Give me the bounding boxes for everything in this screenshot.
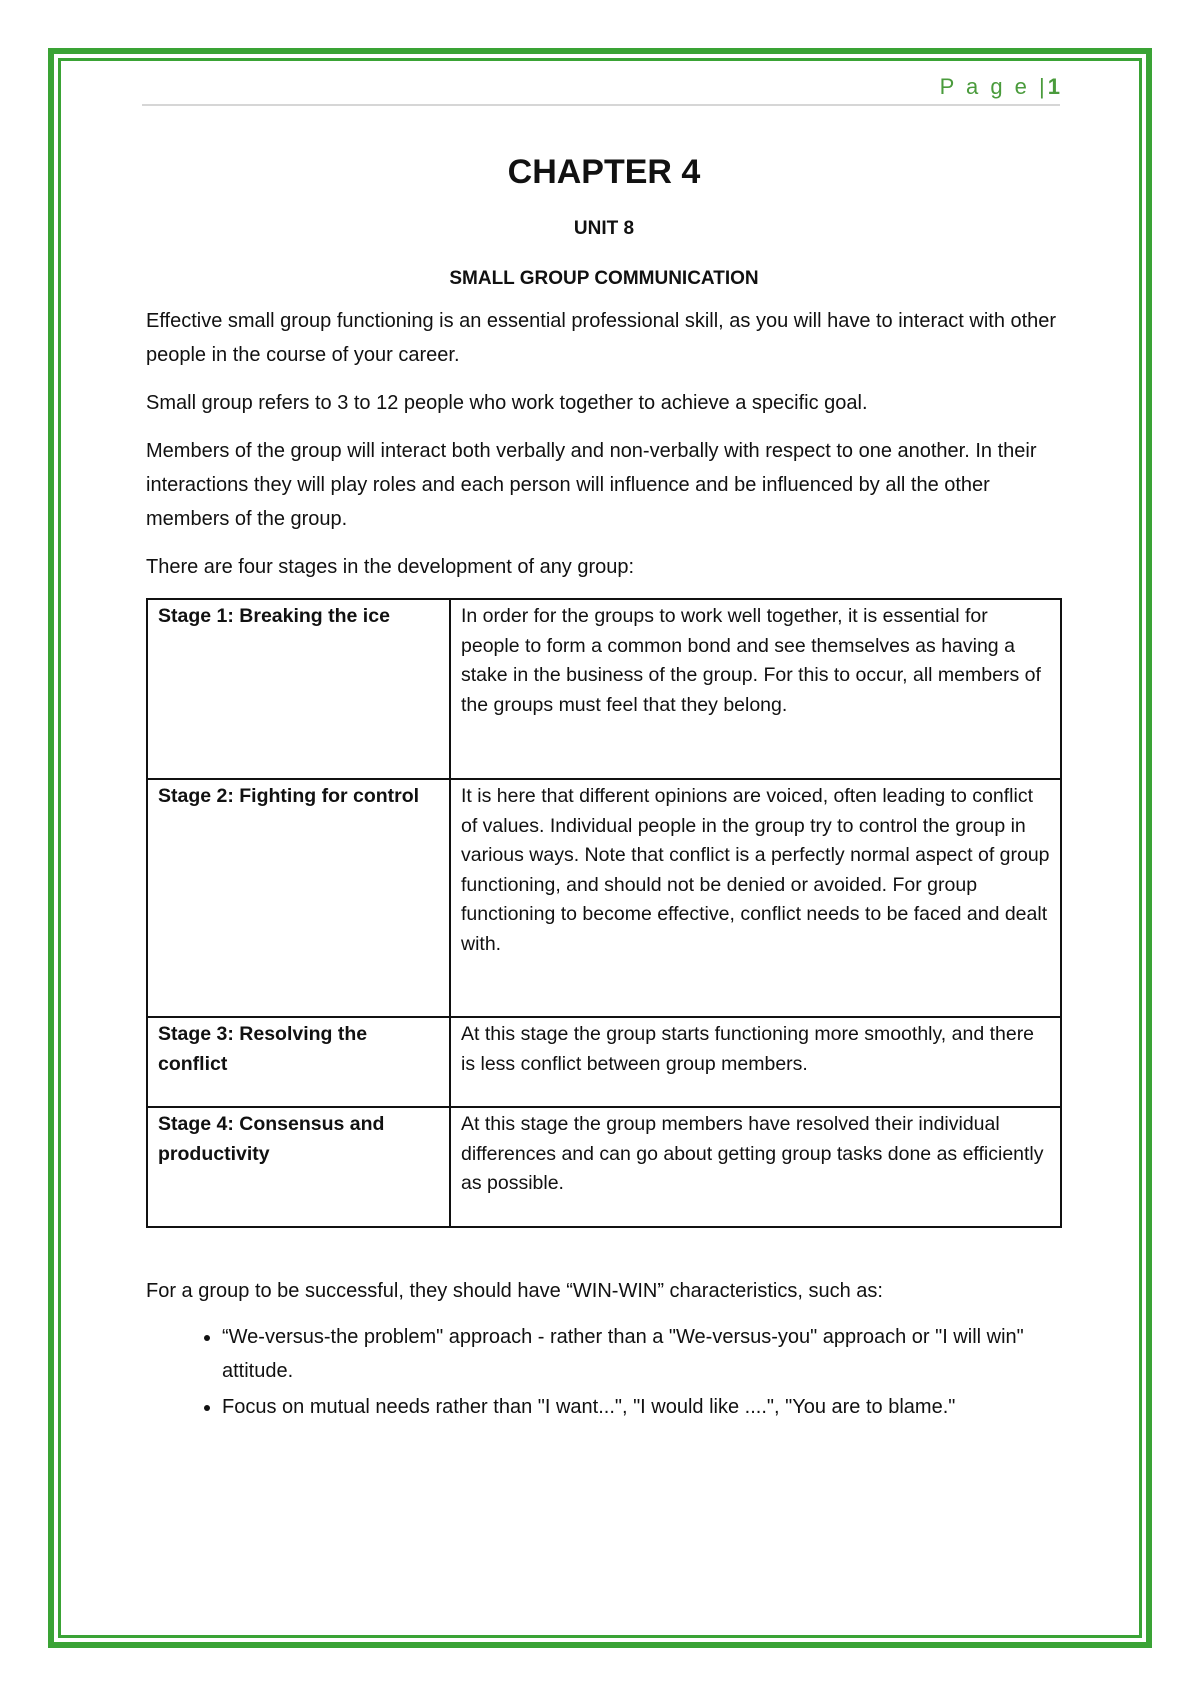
page-number: 1: [1047, 74, 1060, 99]
page-separator: |: [1039, 74, 1048, 99]
interaction-paragraph: Members of the group will interact both verbally and non-verbally with respect to one another. In their interactions they will play roles and each person will influence and be influenced by all the other members of the group.: [146, 440, 1037, 530]
page-header: [142, 72, 1060, 106]
unit-title: UNIT 8: [573, 218, 635, 239]
stage-description-cell: It is here that different opinions are voiced, often leading to conflict of values. Individual people in the group try to control the group in various ways. Note that conflict is a perfectly normal aspect of group functioning, and should not be denied or avoided. For group functioning to become effective, conflict needs to be faced and dealt with.: [450, 779, 1061, 1017]
page-label-text: P a g e: [939, 74, 1030, 99]
stage-title-cell: Stage 1: Breaking the ice: [147, 599, 450, 779]
stage-description-cell: At this stage the group starts functioning more smoothly, and there is less conflict between group members.: [450, 1017, 1061, 1107]
stage-title-cell: Stage 2: Fighting for control: [147, 779, 450, 1017]
list-item: • “We-versus-the problem" approach - rather than a "We-versus-you" approach or "I will win" attitude.: [222, 1320, 1062, 1388]
stages-intro-paragraph: There are four stages in the development of any group:: [146, 556, 635, 578]
chapter-title: CHAPTER 4: [507, 153, 701, 191]
page-number-label: [940, 74, 1060, 100]
list-item: • Focus on mutual needs rather than "I want...", "I would like ....", "You are to blame.": [222, 1390, 1062, 1424]
win-win-intro-paragraph: For a group to be successful, they should have “WIN-WIN” characteristics, such as:: [146, 1280, 883, 1302]
table-row: [147, 1017, 1061, 1107]
stage-description-cell: In order for the groups to work well together, it is essential for people to form a common bond and see themselves as having a stake in the business of the group. For this to occur, all members of the groups must feel that they belong.: [450, 599, 1061, 779]
table-row: [147, 599, 1061, 779]
document-body: [146, 148, 1062, 1426]
section-subtitle: SMALL GROUP COMMUNICATION: [449, 268, 759, 289]
stage-title-cell: Stage 4: Consensus and productivity: [147, 1107, 450, 1227]
stage-description-cell: At this stage the group members have resolved their individual differences and can go about getting group tasks done as efficiently as possible.: [450, 1107, 1061, 1227]
win-win-list: [146, 1320, 1062, 1424]
definition-paragraph: Small group refers to 3 to 12 people who work together to achieve a specific goal.: [146, 392, 868, 414]
stages-table: [146, 598, 1062, 1228]
table-row: [147, 779, 1061, 1017]
table-row: [147, 1107, 1061, 1227]
stage-title-cell: Stage 3: Resolving the conflict: [147, 1017, 450, 1107]
intro-paragraph: Effective small group functioning is an essential professional skill, as you will have to interact with other people in the course of your career.: [146, 310, 1057, 366]
